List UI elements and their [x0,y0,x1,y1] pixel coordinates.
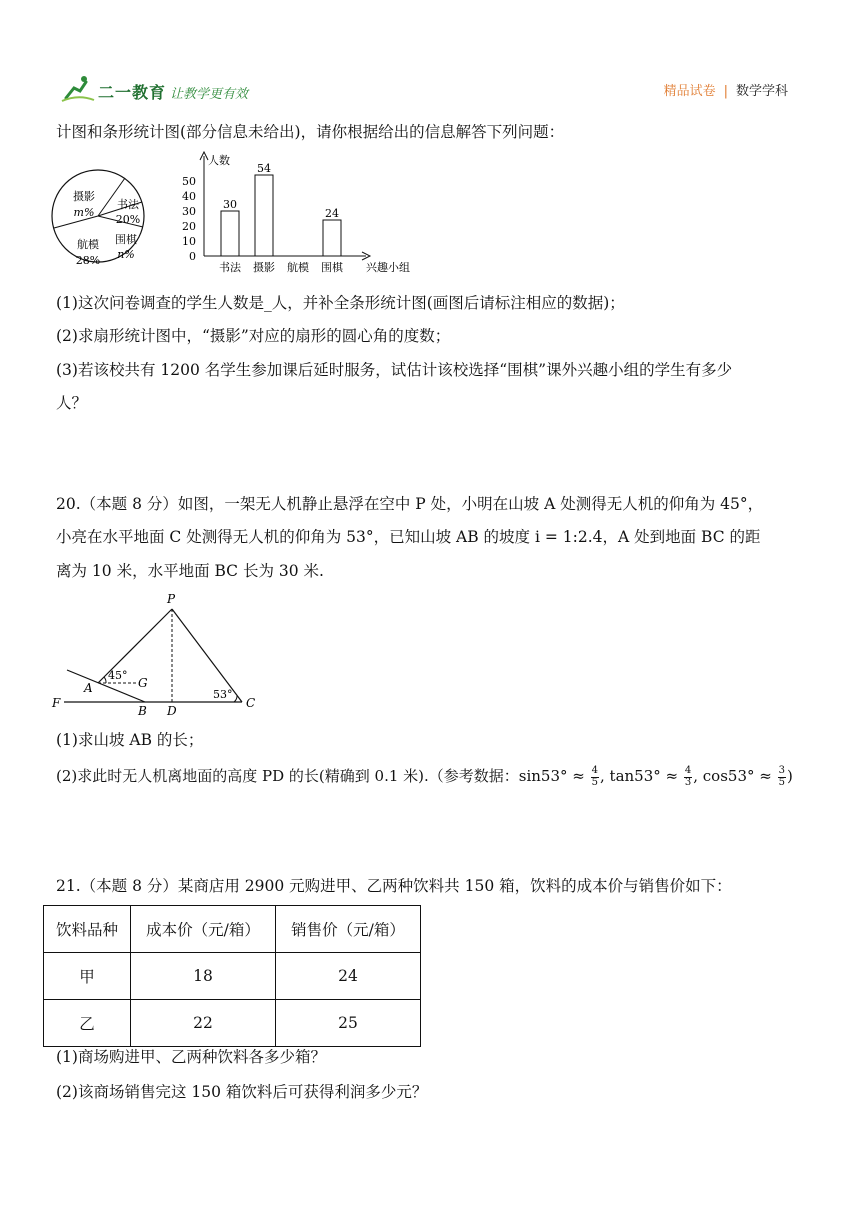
q20-line1: 20.（本题 8 分）如图，一架无人机静止悬浮在空中 P 处，小明在山坡 A 处测得无人机的仰角为 45°， [56,495,764,513]
angle-a-arc [104,677,106,683]
q20-part1: (1)求山坡 AB 的长； [56,731,204,749]
x-axis-label: 兴趣小组 [366,261,410,274]
point-a-label: A [84,681,93,695]
fraction-sin [591,766,599,788]
bar [323,220,341,256]
tag-quality-paper: 精品试卷 [663,84,716,99]
fraction-numerator: 4 [684,765,692,776]
q19-part2: (2)求扇形统计图中，“摄影”对应的扇形的圆心角的度数； [56,327,451,345]
brand-name: 二一教育 [98,83,167,102]
point-d-label: D [167,704,177,716]
pie-slice-value: 28% [75,254,101,267]
fraction-tan [684,766,692,788]
table-row [44,953,421,1000]
angle-c-label: 53° [213,688,233,701]
q19-intro: 计图和条形统计图(部分信息未给出)，请你根据给出的信息解答下列问题： [56,123,565,141]
bar-chart [178,150,428,278]
q20-part2 [56,766,793,788]
q20-cos-text: , cos53° ≈ [693,767,777,785]
fraction-numerator: 3 [778,765,785,776]
bar-data-label: 30 [223,198,237,211]
y-axis-label: 人数 [208,154,230,167]
table-header-row [44,906,421,953]
bar-data-label: 24 [325,207,339,220]
y-tick-label: 10 [182,235,196,248]
fraction-cos [778,766,786,788]
q21-part2: (2)该商场销售完这 150 箱饮料后可获得利润多少元？ [56,1083,428,1101]
q19-part3-line2: 人？ [56,394,88,412]
y-tick-label: 30 [182,205,196,218]
y-tick-label: 20 [182,220,196,233]
bar [255,175,273,256]
pie-slice-label: 书法 [117,198,139,211]
table-cell: 18 [131,953,276,1000]
x-tick-label: 航模 [287,261,309,274]
pie-slice-label: 摄影 [73,190,95,203]
q21-intro: 21.（本题 8 分）某商店用 2900 元购进甲、乙两种饮料共 150 箱，饮料的成本价与销售价如下： [56,877,732,895]
table-row [44,1000,421,1047]
table-header-cell: 销售价（元/箱） [276,906,421,953]
angle-c-arc [234,695,237,702]
table-cell: 25 [276,1000,421,1047]
runner-logo-icon [60,74,96,104]
q19-part3-line1: (3)若该校共有 1200 名学生参加课后延时服务，试估计该校选择“围棋”课外兴趣小组的学生有多少 [56,361,733,379]
brand-logo [60,74,280,104]
x-tick-label: 摄影 [253,261,275,274]
q20-tan-text: , tan53° ≈ [600,767,683,785]
point-f-label: F [52,696,61,710]
table-cell: 乙 [44,1000,131,1047]
point-b-label: B [138,704,147,716]
fraction-denominator: 5 [778,776,785,788]
fraction-denominator: 3 [684,776,692,788]
q19-part1: (1)这次问卷调查的学生人数是_人，并补全条形统计图(画图后请标注相应的数据)； [56,294,625,312]
table-header-cell: 饮料品种 [44,906,131,953]
x-tick-label: 围棋 [321,261,343,274]
q20-line3: 离为 10 米，水平地面 BC 长为 30 米. [56,562,324,580]
x-tick-label: 书法 [219,261,241,274]
pie-slice-value: n% [117,248,135,261]
bar-data-label: 54 [257,162,271,175]
fraction-denominator: 5 [591,776,598,788]
geometry-figure [50,588,270,716]
q20-part2-prefix: (2)求此时无人机离地面的高度 PD 的长(精确到 0.1 米).（参考数据：sin53° ≈ [56,767,590,785]
header-tags [664,80,788,99]
pie-slice-value: 20% [115,213,141,226]
point-c-label: C [246,696,256,710]
pie-slice-label: 航模 [77,238,99,251]
bar [221,211,239,256]
point-p-label: P [167,592,176,606]
tag-subject: 数学学科 [735,84,788,99]
price-table [43,905,421,1047]
table-cell: 甲 [44,953,131,1000]
brand-slogan: 让教学更有效 [170,87,249,102]
q21-part1: (1)商场购进甲、乙两种饮料各多少箱？ [56,1048,326,1066]
fraction-numerator: 4 [591,765,598,776]
q20-part2-suffix: ) [786,767,793,785]
tag-separator: | [723,84,728,99]
point-g-label: G [138,676,148,690]
y-tick-label: 40 [182,190,196,203]
angle-a-label: 45° [108,669,128,682]
table-cell: 24 [276,953,421,1000]
q20-line2: 小亮在水平地面 C 处测得无人机的仰角为 53°，已知山坡 AB 的坡度 i = 1:2.4，A 处到地面 BC 的距 [56,528,761,546]
y-tick-label: 50 [182,175,196,188]
pie-slice-label: 围棋 [115,233,137,246]
y-tick-label: 0 [189,250,196,263]
table-header-cell: 成本价（元/箱） [131,906,276,953]
table-cell: 22 [131,1000,276,1047]
pie-slice-value: m% [73,206,95,219]
